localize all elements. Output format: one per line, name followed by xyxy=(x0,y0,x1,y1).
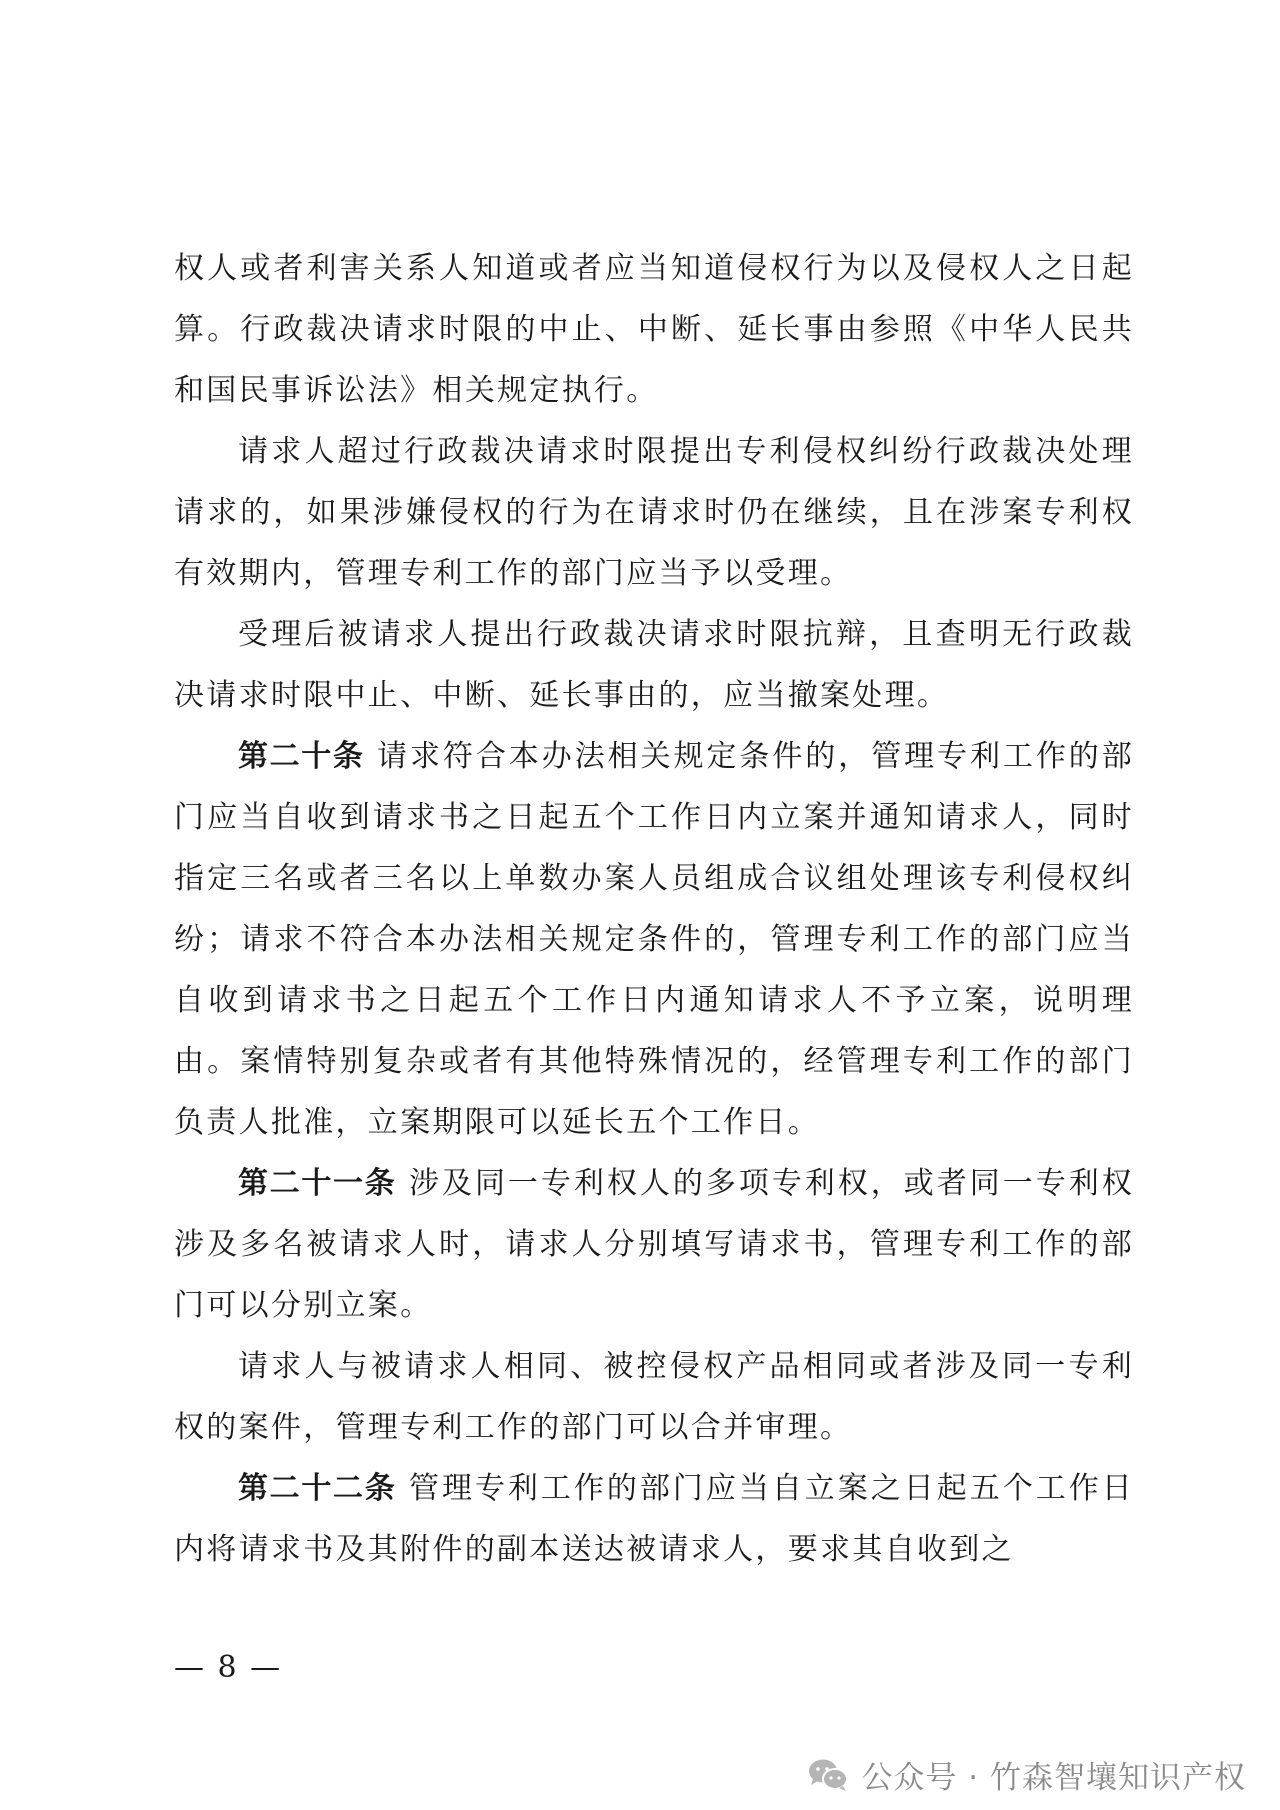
paragraph-2 xyxy=(174,421,1134,604)
wechat-icon xyxy=(807,1757,849,1793)
article-number: 第二十一条 xyxy=(238,1166,397,1201)
paragraph-text: 管理专利工作的部门应当自立案之日起五个工作日内将请求书及其附件的副本送达被请求人，要求其自收到之 xyxy=(174,1471,1134,1567)
paragraph-text: 请求符合本办法相关规定条件的，管理专利工作的部门应当自收到请求书之日起五个工作日内立案并通知请求人，同时指定三名或者三名以上单数办案人员组成合议组处理该专利侵权纠纷；请求不符合本办法相关规定条件的，管理专利工作的部门应当自收到请求书之日起五个工作日内通知请求人不予立案，说明理由。案情特别复杂或者有其他特殊情况的，经管理专利工作的部门负责人批准，立案期限可以延长五个工作日。 xyxy=(174,739,1135,1140)
article-21 xyxy=(174,1153,1134,1336)
paragraph-text: 请求人与被请求人相同、被控侵权产品相同或者涉及同一专利权的案件，管理专利工作的部门可以合并审理。 xyxy=(174,1349,1134,1445)
article-20 xyxy=(174,726,1134,1153)
article-number: 第二十条 xyxy=(238,739,365,774)
paragraph-text: 请求人超过行政裁决请求时限提出专利侵权纠纷行政裁决处理请求的，如果涉嫌侵权的行为在请求时仍在继续，且在涉案专利权有效期内，管理专利工作的部门应当予以受理。 xyxy=(174,434,1134,591)
paragraph-text: 涉及同一专利权人的多项专利权，或者同一专利权涉及多名被请求人时，请求人分别填写请求书，管理专利工作的部门可以分别立案。 xyxy=(174,1166,1134,1323)
article-22 xyxy=(174,1458,1134,1580)
paragraph-text: 权人或者利害关系人知道或者应当知道侵权行为以及侵权人之日起算。行政裁决请求时限的中止、中断、延长事由参照《中华人民共和国民事诉讼法》相关规定执行。 xyxy=(174,251,1134,408)
paragraph-6 xyxy=(174,1336,1134,1458)
paragraph-text: 受理后被请求人提出行政裁决请求时限抗辩，且查明无行政裁决请求时限中止、中断、延长事由的，应当撤案处理。 xyxy=(174,617,1134,713)
watermark-text: 公众号 · 竹森智壤知识产权 xyxy=(861,1760,1246,1796)
article-number: 第二十二条 xyxy=(238,1471,397,1506)
paragraph-3 xyxy=(174,604,1134,726)
document-body xyxy=(174,238,1134,1580)
page-number: — 8 — xyxy=(174,1650,283,1685)
watermark xyxy=(807,1752,1246,1797)
paragraph-1 xyxy=(174,238,1134,421)
